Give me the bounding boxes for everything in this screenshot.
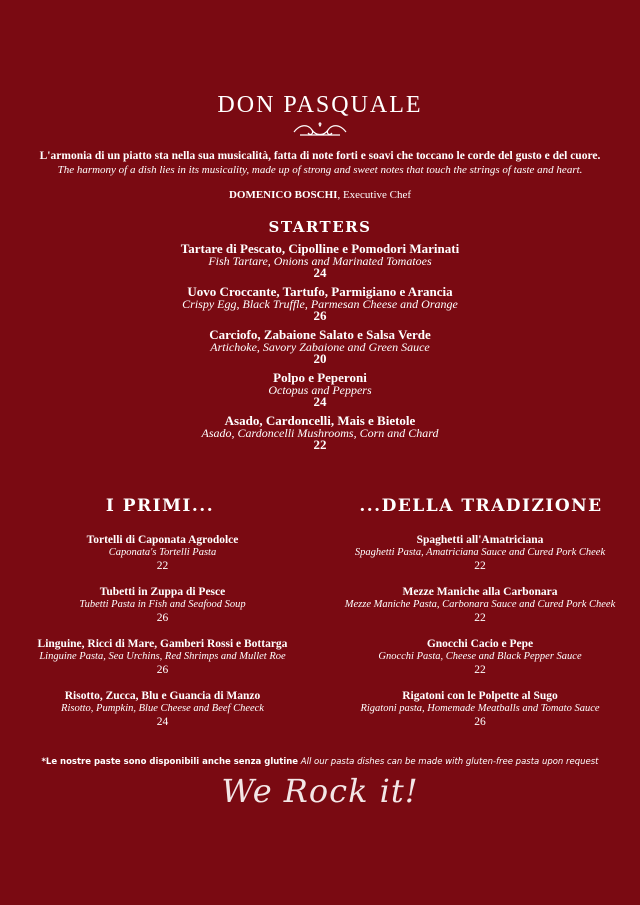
- list-item: [20, 586, 305, 638]
- quote-english: The harmony of a dish lies in its musicality, made up of strong and sweet notes that touch the strings of taste and heart.: [57, 164, 583, 176]
- dish-name-en: Crispy Egg, Black Truffle, Parmesan Cheese and Orange: [182, 297, 458, 311]
- list-item: [0, 371, 640, 414]
- list-item: [335, 586, 625, 638]
- tradizione-title: ...DELLA TRADIZIONE: [359, 496, 603, 516]
- chef-credit: [0, 189, 640, 201]
- tradizione-list: [335, 534, 625, 742]
- dish-name-it: Tartare di Pescato, Cipolline e Pomodori Marinati: [180, 241, 460, 256]
- list-item: [0, 414, 640, 457]
- dish-name-it: Gnocchi Cacio e Pepe: [426, 638, 534, 650]
- dish-price: 26: [474, 716, 486, 728]
- dish-price: 22: [313, 437, 327, 452]
- dish-name-en: Fish Tartare, Onions and Marinated Tomatoes: [208, 254, 432, 268]
- dish-name-en: Spaghetti Pasta, Amatriciana Sauce and Cured Pork Cheek: [354, 547, 606, 558]
- chef-name: DOMENICO BOSCHI: [228, 189, 338, 201]
- signature-text: We Rock it!: [221, 772, 419, 810]
- starters-title: STARTERS: [268, 218, 372, 236]
- dish-name-it: Tubetti in Zuppa di Pesce: [99, 586, 226, 598]
- dish-name-it: Mezze Maniche alla Carbonara: [402, 586, 558, 598]
- starters-list: [0, 242, 640, 457]
- dish-name-en: Risotto, Pumpkin, Blue Cheese and Beef Cheeck: [61, 703, 264, 714]
- dish-price: 22: [156, 560, 169, 572]
- dish-name-it: Uovo Croccante, Tartufo, Parmigiano e Arancia: [187, 284, 453, 299]
- dish-name-it: Tortelli di Caponata Agrodolce: [86, 534, 239, 546]
- primi-list: [20, 534, 305, 742]
- dish-name-it: Spaghetti all'Amatriciana: [416, 534, 544, 546]
- dish-name-en: Gnocchi Pasta, Cheese and Black Pepper Sauce: [378, 651, 582, 662]
- dish-name-en: Rigatoni pasta, Homemade Meatballs and Tomato Sauce: [360, 703, 600, 714]
- dish-price: 20: [313, 351, 327, 366]
- dish-price: 24: [156, 716, 169, 728]
- dish-price: 26: [156, 612, 169, 624]
- dish-name-it: Asado, Cardoncelli, Mais e Bietole: [224, 413, 416, 428]
- dish-price: 22: [474, 664, 486, 676]
- dish-price: 22: [474, 560, 486, 572]
- flourish-ornament-icon: [290, 120, 350, 140]
- list-item: [0, 328, 640, 371]
- dish-name-en: Mezze Maniche Pasta, Carbonara Sauce and Cured Pork Cheek: [344, 599, 616, 610]
- list-item: [20, 534, 305, 586]
- list-item: [20, 638, 305, 690]
- dish-price: 26: [156, 664, 169, 676]
- dish-name-it: Polpo e Peperoni: [273, 370, 367, 385]
- note-italian: *Le nostre paste sono disponibili anche senza glutine: [41, 757, 299, 767]
- dish-name-it: Rigatoni con le Polpette al Sugo: [402, 690, 558, 702]
- dish-name-it: Risotto, Zucca, Blu e Guancia di Manzo: [64, 690, 261, 702]
- dish-price: 24: [313, 265, 327, 280]
- primi-title: I PRIMI...: [105, 496, 215, 516]
- dish-price: 22: [474, 612, 486, 624]
- dish-price: 24: [313, 394, 327, 409]
- dish-name-en: Linguine Pasta, Sea Urchins, Red Shrimps and Mullet Roe: [39, 651, 286, 662]
- dish-name-it: Carciofo, Zabaione Salato e Salsa Verde: [209, 327, 431, 342]
- list-item: [335, 638, 625, 690]
- dish-name-en: Artichoke, Savory Zabaione and Green Sauce: [210, 340, 430, 354]
- gluten-free-note: [0, 757, 640, 767]
- dish-name-en: Octopus and Peppers: [268, 383, 372, 397]
- list-item: [335, 690, 625, 742]
- note-english: All our pasta dishes can be made with gluten-free pasta upon request: [300, 757, 599, 767]
- dish-name-en: Caponata's Tortelli Pasta: [108, 547, 217, 558]
- list-item: [20, 690, 305, 742]
- dish-name-en: Asado, Cardoncelli Mushrooms, Corn and Chard: [201, 426, 439, 440]
- list-item: [0, 285, 640, 328]
- chef-role: , Executive Chef: [337, 189, 412, 201]
- dish-price: 26: [313, 308, 327, 323]
- list-item: [335, 534, 625, 586]
- dish-name-en: Tubetti Pasta in Fish and Seafood Soup: [79, 599, 246, 610]
- dish-name-it: Linguine, Ricci di Mare, Gamberi Rossi e Bottarga: [37, 638, 288, 650]
- list-item: [0, 242, 640, 285]
- quote-italian: L'armonia di un piatto sta nella sua musicalità, fatta di note forti e soavi che toccano le corde del gusto e del cuore.: [39, 150, 601, 162]
- restaurant-title: DON PASQUALE: [217, 92, 423, 118]
